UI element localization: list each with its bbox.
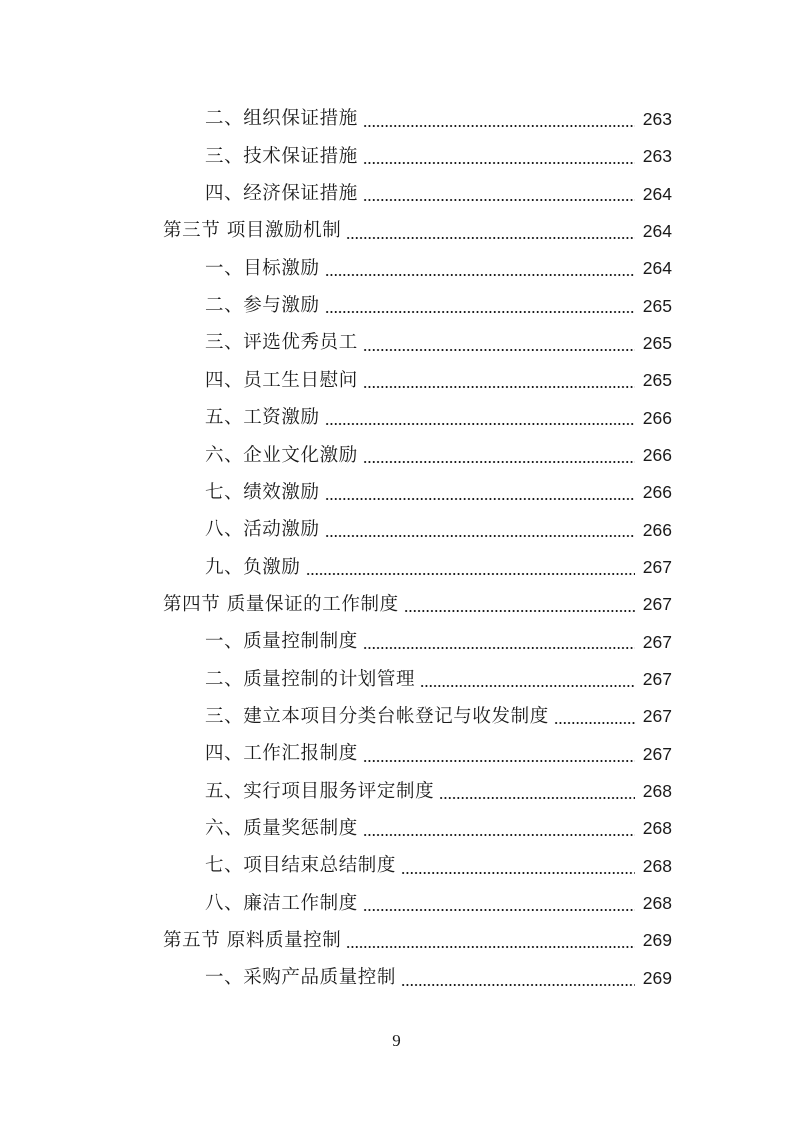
toc-section-title: 第五节 原料质量控制 bbox=[163, 929, 342, 951]
toc-entry-page: 269 bbox=[642, 967, 672, 988]
toc-dot-leader bbox=[325, 260, 635, 278]
toc-entry[interactable] bbox=[0, 848, 793, 885]
toc-entry-page: 265 bbox=[642, 332, 672, 353]
toc-entry[interactable] bbox=[0, 362, 793, 399]
toc-dot-leader bbox=[325, 409, 635, 427]
toc-entry-page: 267 bbox=[642, 669, 672, 690]
toc-section-entry[interactable] bbox=[0, 213, 793, 250]
toc-dot-leader bbox=[325, 521, 635, 539]
toc-entry-title: 四、工作汇报制度 bbox=[205, 743, 358, 765]
toc-entry[interactable] bbox=[0, 699, 793, 736]
toc-entry-title: 八、廉洁工作制度 bbox=[205, 892, 358, 914]
toc-dot-leader bbox=[363, 185, 635, 203]
toc-entry-page: 266 bbox=[642, 445, 672, 466]
toc-entry[interactable] bbox=[0, 960, 793, 997]
toc-entry-page: 267 bbox=[642, 557, 672, 578]
toc-entry-title: 三、建立本项目分类台帐登记与收发制度 bbox=[205, 705, 549, 727]
toc-entry-page: 268 bbox=[642, 893, 672, 914]
toc-entry-title: 二、参与激励 bbox=[205, 295, 320, 317]
toc-entry-page: 264 bbox=[642, 220, 672, 241]
toc-entry[interactable] bbox=[0, 661, 793, 698]
toc-entry-page: 263 bbox=[642, 146, 672, 167]
toc-entry[interactable] bbox=[0, 811, 793, 848]
toc-dot-leader bbox=[346, 932, 635, 950]
toc-entry-title: 六、企业文化激励 bbox=[205, 444, 358, 466]
toc-entry-page: 267 bbox=[642, 743, 672, 764]
toc-dot-leader bbox=[401, 858, 635, 876]
toc-entry-page: 267 bbox=[642, 594, 672, 615]
toc-entry[interactable] bbox=[0, 885, 793, 922]
toc-entry-title: 七、绩效激励 bbox=[205, 481, 320, 503]
toc-entry-title: 四、经济保证措施 bbox=[205, 183, 358, 205]
toc-entry-title: 一、目标激励 bbox=[205, 257, 320, 279]
toc-entry-page: 263 bbox=[642, 108, 672, 129]
toc-entry-page: 267 bbox=[642, 706, 672, 727]
toc-entry[interactable] bbox=[0, 288, 793, 325]
toc-dot-leader bbox=[363, 633, 635, 651]
toc-dot-leader bbox=[363, 148, 635, 166]
toc-dot-leader bbox=[363, 335, 635, 353]
toc-entry[interactable] bbox=[0, 549, 793, 586]
toc-dot-leader bbox=[554, 708, 635, 726]
toc-entry-title: 九、负激励 bbox=[205, 556, 301, 578]
toc-entry-title: 五、实行项目服务评定制度 bbox=[205, 780, 435, 802]
toc-entry[interactable] bbox=[0, 250, 793, 287]
toc-entry-title: 五、工资激励 bbox=[205, 407, 320, 429]
toc-dot-leader bbox=[325, 484, 635, 502]
toc-entry[interactable] bbox=[0, 101, 793, 138]
toc-entry[interactable] bbox=[0, 437, 793, 474]
toc-entry-title: 三、技术保证措施 bbox=[205, 145, 358, 167]
toc-entry-page: 266 bbox=[642, 407, 672, 428]
toc-dot-leader bbox=[420, 671, 635, 689]
toc-dot-leader bbox=[439, 783, 635, 801]
toc-entry-title: 三、评选优秀员工 bbox=[205, 332, 358, 354]
toc-entry-title: 七、项目结束总结制度 bbox=[205, 855, 397, 877]
toc-section-title: 第三节 项目激励机制 bbox=[163, 220, 342, 242]
toc-section-entry[interactable] bbox=[0, 923, 793, 960]
toc-entry-page: 264 bbox=[642, 258, 672, 279]
toc-dot-leader bbox=[363, 895, 635, 913]
toc-entry-page: 268 bbox=[642, 818, 672, 839]
toc-entry-title: 一、采购产品质量控制 bbox=[205, 967, 397, 989]
toc-entry-page: 268 bbox=[642, 855, 672, 876]
page-number: 9 bbox=[392, 1031, 401, 1050]
toc-entry[interactable] bbox=[0, 325, 793, 362]
toc-dot-leader bbox=[363, 746, 635, 764]
toc-entry-page: 268 bbox=[642, 781, 672, 802]
toc-entry-title: 二、组织保证措施 bbox=[205, 108, 358, 130]
toc-entry[interactable] bbox=[0, 400, 793, 437]
toc-entry[interactable] bbox=[0, 512, 793, 549]
toc-entry-page: 266 bbox=[642, 519, 672, 540]
toc-entry-title: 一、质量控制制度 bbox=[205, 631, 358, 653]
toc-entry-title: 四、员工生日慰问 bbox=[205, 369, 358, 391]
toc-dot-leader bbox=[401, 970, 635, 988]
toc-dot-leader bbox=[404, 596, 635, 614]
toc-dot-leader bbox=[346, 223, 635, 241]
toc-entry-page: 266 bbox=[642, 482, 672, 503]
toc-section-title: 第四节 质量保证的工作制度 bbox=[163, 593, 399, 615]
toc-dot-leader bbox=[306, 559, 635, 577]
toc-dot-leader bbox=[325, 297, 635, 315]
toc-entry-page: 264 bbox=[642, 183, 672, 204]
toc-entry-title: 六、质量奖惩制度 bbox=[205, 817, 358, 839]
toc-entry-page: 265 bbox=[642, 370, 672, 391]
toc-dot-leader bbox=[363, 447, 635, 465]
toc-dot-leader bbox=[363, 111, 635, 129]
toc-entry[interactable] bbox=[0, 624, 793, 661]
toc-entry-page: 269 bbox=[642, 930, 672, 951]
toc-entry-page: 265 bbox=[642, 295, 672, 316]
toc-entry[interactable] bbox=[0, 736, 793, 773]
toc-section-entry[interactable] bbox=[0, 586, 793, 623]
toc-entry[interactable] bbox=[0, 773, 793, 810]
toc-entry[interactable] bbox=[0, 138, 793, 175]
table-of-contents bbox=[0, 101, 793, 997]
toc-entry-title: 二、质量控制的计划管理 bbox=[205, 668, 416, 690]
toc-entry[interactable] bbox=[0, 176, 793, 213]
toc-dot-leader bbox=[363, 372, 635, 390]
toc-entry-page: 267 bbox=[642, 631, 672, 652]
toc-dot-leader bbox=[363, 820, 635, 838]
toc-entry[interactable] bbox=[0, 474, 793, 511]
toc-entry-title: 八、活动激励 bbox=[205, 519, 320, 541]
